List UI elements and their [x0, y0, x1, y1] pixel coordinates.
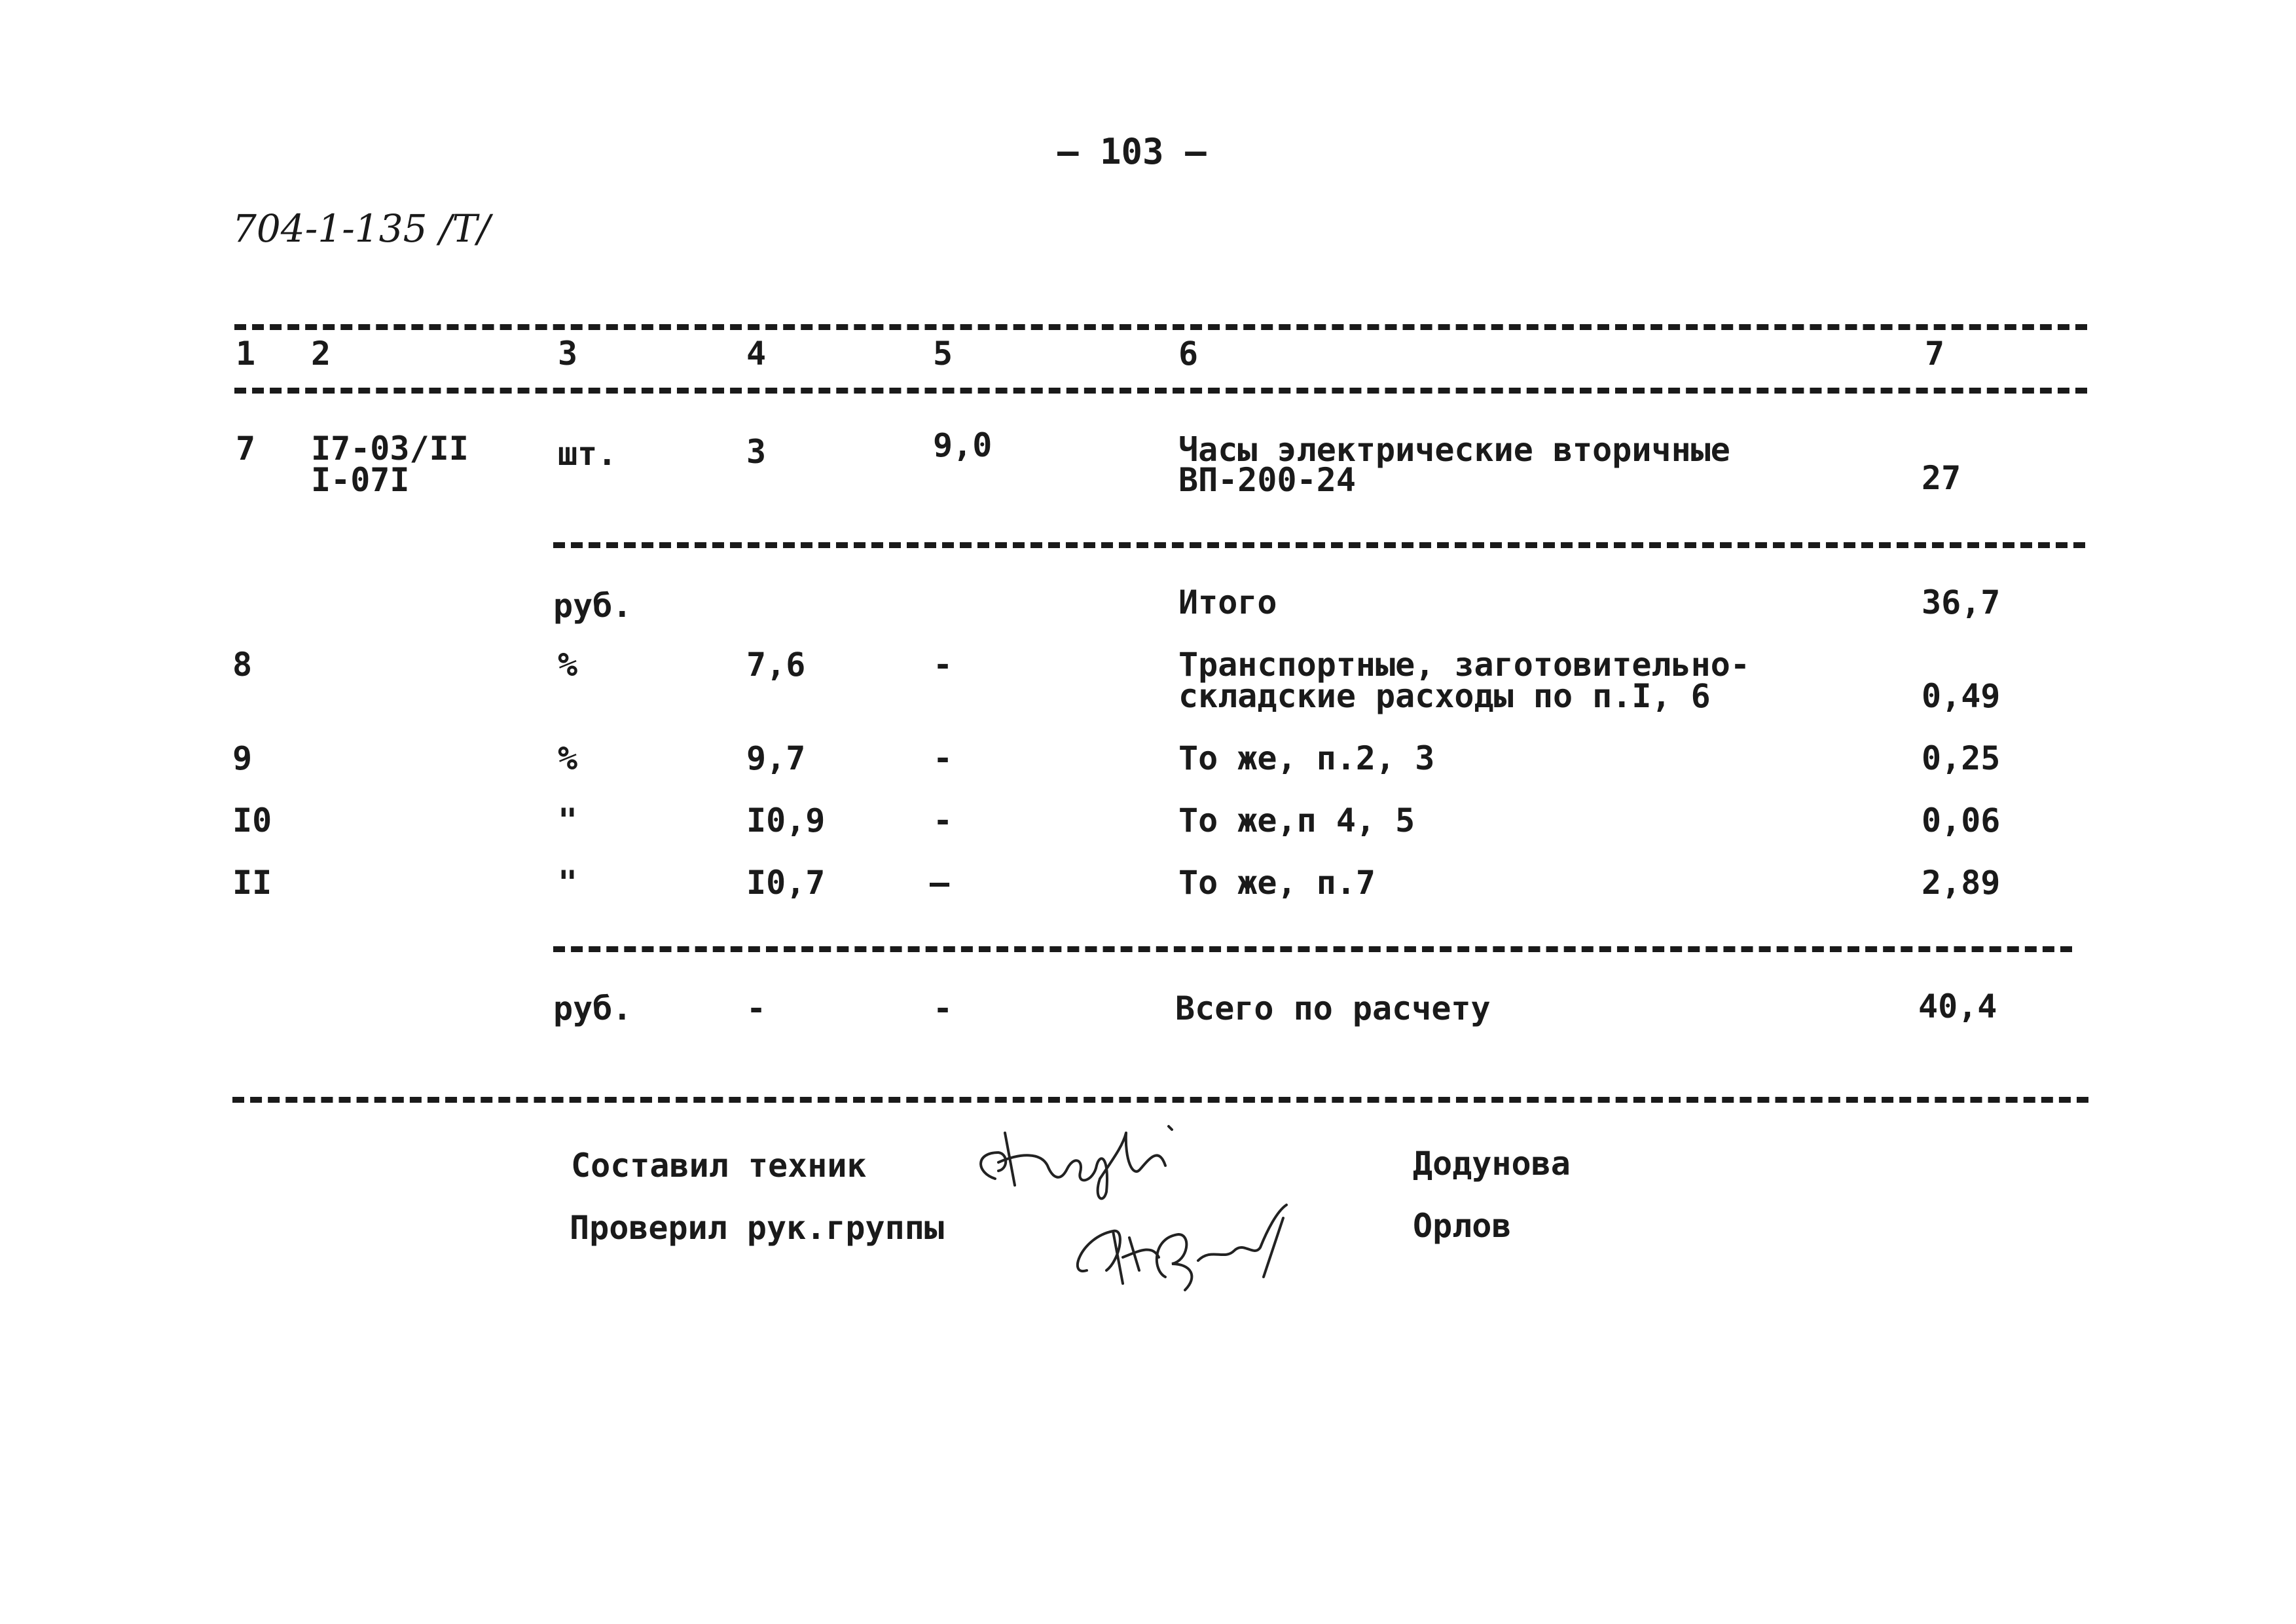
grand-total-value: 40,4: [1918, 987, 1997, 1025]
item7-number: 7: [236, 430, 256, 468]
column-header-2: 2: [311, 335, 331, 373]
table-top-rule: [234, 324, 2087, 330]
page-number: — 103 —: [1057, 131, 1207, 172]
table-row-11-desc: То же, п.7: [1178, 864, 1376, 902]
checked-by-name: Орлов: [1413, 1207, 1512, 1245]
checker-signature: [1067, 1198, 1342, 1316]
column-header-5: 5: [933, 335, 953, 373]
header-bottom-rule: [234, 388, 2087, 394]
table-row-9-price: -: [933, 739, 953, 777]
item7-desc-line1: Часы электрические вторичные: [1178, 431, 1730, 469]
item7-desc-line2: ВП-200-24: [1178, 461, 1356, 499]
column-header-6: 6: [1178, 335, 1199, 373]
subtotal-label: Итого: [1178, 583, 1277, 621]
table-bottom-rule: [232, 1097, 2088, 1103]
grand-total-label: Всего по расчету: [1175, 989, 1491, 1027]
document-code: 704-1-135 /Т/: [232, 206, 490, 251]
table-row-8-total: 0,49: [1922, 677, 2001, 715]
table-row-8-price: -: [933, 646, 953, 684]
grand-total-qty: -: [746, 989, 767, 1027]
table-row-9-total: 0,25: [1922, 739, 2001, 777]
item7-price: 9,0: [933, 426, 993, 464]
table-row-8-desc-line2: складские расходы по п.I, 6: [1178, 677, 1711, 715]
table-row-10-number: I0: [232, 802, 272, 840]
grand-total-price: -: [933, 989, 953, 1027]
item7-total: 27: [1922, 459, 1961, 497]
table-row-11-total: 2,89: [1922, 864, 2001, 902]
table-row-10-qty: I0,9: [746, 802, 826, 840]
grand-total-unit: руб.: [553, 989, 632, 1027]
subtotal-value: 36,7: [1922, 583, 2001, 621]
column-header-4: 4: [746, 335, 767, 373]
grand-total-rule: [553, 946, 2072, 952]
subtotal-rule: [553, 542, 2085, 548]
table-row-9-number: 9: [232, 739, 253, 777]
table-row-10-unit: ": [558, 802, 578, 840]
column-header-1: 1: [236, 335, 256, 373]
item7-unit: шт.: [558, 435, 617, 473]
table-row-9-unit: %: [558, 739, 578, 777]
table-row-11-unit: ": [558, 864, 578, 902]
item7-code-line2: I-07I: [311, 461, 410, 499]
table-row-8-qty: 7,6: [746, 646, 806, 684]
table-row-11-qty: I0,7: [746, 864, 826, 902]
column-header-3: 3: [558, 335, 578, 373]
table-row-8-number: 8: [232, 646, 253, 684]
table-row-9-desc: То же, п.2, 3: [1178, 739, 1435, 777]
column-header-7: 7: [1925, 335, 1945, 373]
table-row-8-unit: %: [558, 646, 578, 684]
subtotal-unit: руб.: [553, 587, 632, 625]
compiled-by-label: Составил техник: [571, 1147, 867, 1185]
compiled-by-name: Додунова: [1413, 1145, 1571, 1183]
table-row-11-number: II: [232, 864, 272, 902]
table-row-10-total: 0,06: [1922, 802, 2001, 840]
compiler-signature: [969, 1107, 1218, 1205]
item7-code-line1: I7-03/II: [311, 430, 469, 468]
table-row-9-qty: 9,7: [746, 739, 806, 777]
table-row-10-price: -: [933, 802, 953, 840]
table-row-11-price: —: [930, 864, 950, 902]
checked-by-label: Проверил рук.группы: [570, 1209, 944, 1247]
item7-qty: 3: [746, 433, 767, 471]
table-row-10-desc: То же,п 4, 5: [1178, 802, 1415, 840]
table-row-8-desc-line1: Транспортные, заготовительно-: [1178, 646, 1750, 684]
